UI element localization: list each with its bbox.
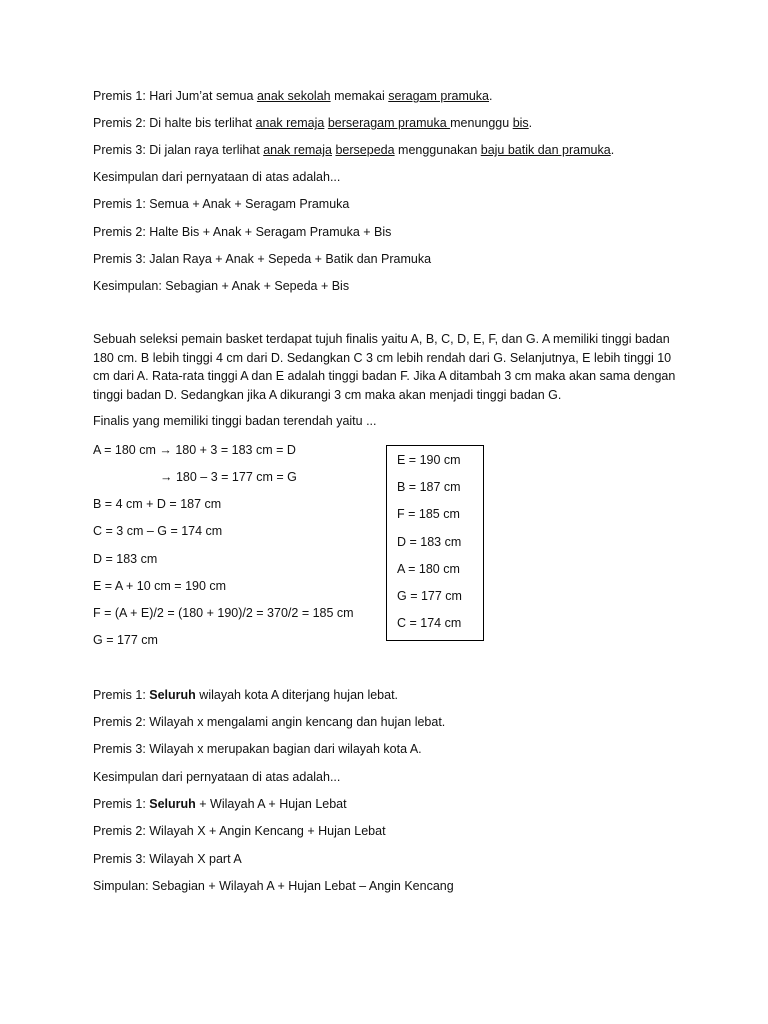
premis-1-line xyxy=(93,88,493,104)
question-2: Finalis yang memiliki tinggi badan terendah yaitu ... xyxy=(93,414,377,428)
answer-premis-3: Premis 3: Jalan Raya + Anak + Sepeda + Batik dan Pramuka xyxy=(93,252,432,266)
ranking-item: A = 180 cm xyxy=(397,562,460,576)
text: Premis 3: Di jalan raya terlihat xyxy=(93,143,264,157)
ranking-item: F = 185 cm xyxy=(397,507,460,521)
ranking-item: B = 187 cm xyxy=(397,480,461,494)
underlined-text: bersepeda xyxy=(335,143,395,157)
premis-3-line: Premis 3: Wilayah x merupakan bagian dari wilayah kota A. xyxy=(93,742,422,756)
underlined-text: baju batik dan pramuka xyxy=(480,143,611,157)
calc-line: A = 180 cm → 180 + 3 = 183 cm = D xyxy=(93,443,296,457)
calc-line: E = A + 10 cm = 190 cm xyxy=(93,579,227,593)
calc-line: G = 177 cm xyxy=(93,633,158,647)
text: . xyxy=(610,143,615,157)
text: Premis 2: Di halte bis terlihat xyxy=(93,116,256,130)
text: + Wilayah A + Hujan Lebat xyxy=(195,797,347,811)
text: menggunakan xyxy=(394,143,481,157)
ranking-box xyxy=(386,445,484,641)
premis-3-line xyxy=(93,142,614,158)
ranking-item: D = 183 cm xyxy=(397,535,462,549)
calc-line: → 180 – 3 = 177 cm = G xyxy=(160,470,297,484)
underlined-text: seragam pramuka xyxy=(388,89,490,103)
text: . xyxy=(489,89,493,103)
text: memakai xyxy=(330,89,389,103)
text: Premis 1: Hari Jum’at semua xyxy=(93,89,257,103)
text: . xyxy=(528,116,533,130)
text: Premis 1: xyxy=(93,797,150,811)
bold-text: Seluruh xyxy=(149,797,196,811)
calc-line: F = (A + E)/2 = (180 + 190)/2 = 370/2 = 185 cm xyxy=(93,606,354,620)
question-3: Kesimpulan dari pernyataan di atas adalah... xyxy=(93,770,341,784)
underlined-text: anak remaja xyxy=(255,116,325,130)
answer-premis-2: Premis 2: Wilayah X + Angin Kencang + Hujan Lebat xyxy=(93,824,386,838)
premis-1-line xyxy=(93,687,398,703)
text: wilayah kota A diterjang hujan lebat. xyxy=(195,688,399,702)
text: Premis 1: xyxy=(93,688,150,702)
ranking-item: E = 190 cm xyxy=(397,453,461,467)
underlined-text: berseragam pramuka xyxy=(327,116,451,130)
calc-line: D = 183 cm xyxy=(93,552,158,566)
premis-2-line: Premis 2: Wilayah x mengalami angin kencang dan hujan lebat. xyxy=(93,715,446,729)
answer-premis-1: Premis 1: Semua + Anak + Seragam Pramuka xyxy=(93,197,350,211)
underlined-text: anak sekolah xyxy=(256,89,331,103)
answer-premis-3: Premis 3: Wilayah X part A xyxy=(93,852,242,866)
answer-premis-2: Premis 2: Halte Bis + Anak + Seragam Pramuka + Bis xyxy=(93,225,392,239)
underlined-text: anak remaja xyxy=(263,143,332,157)
answer-conclusion: Simpulan: Sebagian + Wilayah A + Hujan Lebat – Angin Kencang xyxy=(93,879,454,893)
problem-paragraph: Sebuah seleksi pemain basket terdapat tujuh finalis yaitu A, B, C, D, E, F, dan G. A memiliki tinggi badan 180 cm. B lebih tinggi 4 cm dari D. Sedangkan C 3 cm lebih rendah dari G. Selanjutnya, E lebih tinggi 10 cm dari A. Rata-rata tinggi A dan E adalah tinggi badan F. Jika A ditambah 3 cm maka akan sama dengan tinggi badan D. Sedangkan jika A dikurangi 3 cm maka akan menjadi tinggi badan G. xyxy=(93,332,676,402)
calc-line: C = 3 cm – G = 174 cm xyxy=(93,524,223,538)
text: menunggu xyxy=(450,116,513,130)
answer-premis-1 xyxy=(93,796,347,812)
answer-conclusion: Kesimpulan: Sebagian + Anak + Sepeda + Bis xyxy=(93,279,350,293)
question-1: Kesimpulan dari pernyataan di atas adalah... xyxy=(93,170,341,184)
bold-text: Seluruh xyxy=(149,688,196,702)
underlined-text: bis xyxy=(512,116,529,130)
ranking-item: G = 177 cm xyxy=(397,589,462,603)
ranking-item: C = 174 cm xyxy=(397,616,462,630)
calc-line: B = 4 cm + D = 187 cm xyxy=(93,497,222,511)
premis-2-line xyxy=(93,115,532,131)
